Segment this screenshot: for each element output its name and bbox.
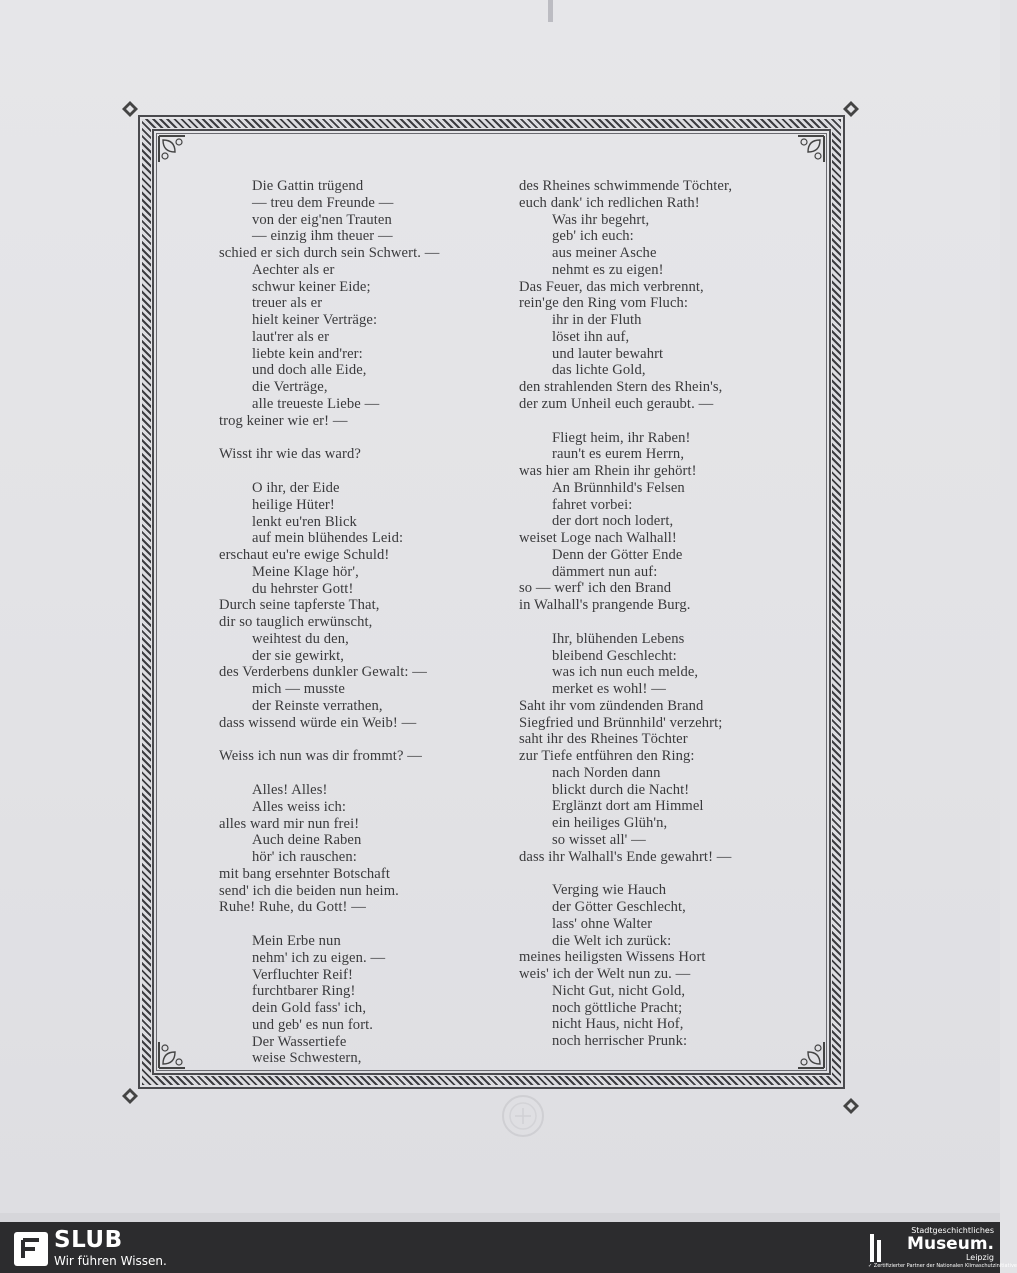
poem-line: von der eig'nen Trauten [252,211,392,228]
museum-certificate: ✓ Zertifizierter Partner der Nationalen Klimaschutzinitiative [868,1263,1017,1269]
diamond-ornament-icon [843,1098,859,1114]
poem-line: meines heiligsten Wissens Hort [519,949,706,966]
poem-line: Ihr, blühenden Lebens [552,630,685,647]
poem-line: Alles! Alles! [252,782,328,798]
poem-line: fahret vorbei: [552,496,633,513]
poem-line: nach Norden dann [552,764,661,781]
poem-line: die Verträge, [252,379,328,395]
poem-line: blickt durch die Nacht! [552,781,690,798]
poem-line: Der Wassertiefe [252,1033,347,1050]
slub-logo-icon[interactable] [14,1232,48,1266]
poem-column-left [219,178,439,1067]
poem-line: den strahlenden Stern des Rhein's, [519,379,723,395]
poem-line: du hehrster Gott! [252,580,354,597]
poem-line: dass wissend würde ein Weib! — [219,714,417,731]
poem-line: Ruhe! Ruhe, du Gott! — [219,899,366,916]
poem-line: was hier am Rhein ihr gehört! [519,463,697,479]
poem-line: nehmt es zu eigen! [552,261,664,278]
poem-line: noch herrischer Prunk: [552,1033,688,1049]
slub-name[interactable]: SLUB [54,1227,123,1253]
poem-line: weihtest du den, [252,630,349,647]
poem-line: Meine Klage hör', [252,563,359,580]
poem-line: in Walhall's prangende Burg. [519,597,691,613]
stanza-gap [219,916,439,933]
diamond-ornament-icon [122,1088,138,1104]
poem-line: der zum Unheil euch geraubt. — [519,395,714,412]
diamond-ornament-icon [122,101,138,117]
poem-line: weis' ich der Welt nun zu. — [519,966,691,982]
poem-line: mit bang ersehnter Botschaft [219,865,390,882]
poem-line: dir so tauglich erwünscht, [219,614,373,630]
stanza-gap [519,413,732,430]
poem-line: Auch deine Raben [252,832,362,849]
diamond-ornament-icon [843,101,859,117]
poem-line: trog keiner wie er! — [219,412,348,429]
poem-line: lenkt eu'ren Blick [252,513,357,530]
poem-line: zur Tiefe entführen den Ring: [519,748,695,764]
poem-line: alle treueste Liebe — [252,395,380,412]
poem-line: das lichte Gold, [552,362,646,379]
poem-line: liebte kein and'rer: [252,345,363,362]
poem-line: rein'ge den Ring vom Fluch: [519,295,689,312]
poem-line: Verging wie Hauch [552,882,667,899]
poem-line: O ihr, der Eide [252,480,340,496]
corner-flourish-icon [157,1036,191,1070]
poem-line: An Brünnhild's Felsen [552,479,685,496]
poem-line: Fliegt heim, ihr Raben! [552,429,691,446]
museum-name-big[interactable]: Museum. [907,1234,994,1254]
poem-line: nehm' ich zu eigen. — [252,949,386,966]
poem-line: Nicht Gut, nicht Gold, [552,982,686,999]
poem-line: und geb' es nun fort. [252,1016,374,1033]
poem-line: — treu dem Freunde — [252,194,394,211]
poem-line: so wisset all' — [552,831,646,848]
poem-line: nicht Haus, nicht Hof, [552,1016,684,1033]
slub-tagline: Wir führen Wissen. [54,1254,167,1268]
poem-line: Mein Erbe nun [252,933,341,949]
poem-line: laut'rer als er [252,328,330,345]
poem-line: Aechter als er [252,261,335,278]
poem-line: dein Gold fass' ich, [252,1000,367,1016]
poem-line: des Rheines schwimmende Töchter, [519,178,733,194]
poem-line: der dort noch lodert, [552,513,674,530]
poem-line: der sie gewirkt, [252,647,344,664]
poem-line: der Reinste verrathen, [252,697,383,714]
poem-line: des Verderbens dunkler Gewalt: — [219,664,427,681]
poem-line: der Götter Geschlecht, [552,899,686,915]
poem-line: bleibend Geschlecht: [552,647,677,664]
corner-flourish-icon [157,134,191,168]
poem-line: mich — musste [252,681,345,697]
poem-line: Siegfried und Brünnhild' verzehrt; [519,714,723,731]
poem-line: saht ihr des Rheines Töchter [519,731,688,748]
poem-line: noch göttliche Pracht; [552,999,683,1016]
poem-line: Erglänzt dort am Himmel [552,798,704,815]
poem-line: Die Gattin trügend [252,178,364,194]
poem-line: alles ward mir nun frei! [219,815,360,832]
poem-line: Durch seine tapferste That, [219,597,380,614]
stanza-gap [219,463,439,480]
stanza-gap [219,731,439,748]
poem-line: hielt keiner Verträge: [252,312,378,328]
poem-line: auf mein blühendes Leid: [252,530,404,547]
poem-line: dämmert nun auf: [552,563,658,580]
poem-line: weiset Loge nach Walhall! [519,530,677,546]
poem-line: euch dank' ich redlichen Rath! [519,194,700,211]
poem-line: dass ihr Walhall's Ende gewahrt! — [519,848,732,865]
poem-line: lass' ohne Walter [552,915,653,932]
paper-edge [0,1213,1000,1222]
poem-column-right [519,178,732,1050]
poem-line: hör' ich rauschen: [252,849,357,865]
poem-line: erschaut eu're ewige Schuld! [219,547,390,563]
poem-line: Das Feuer, das mich verbrennt, [519,278,704,295]
poem-line: ihr in der Fluth [552,312,642,328]
poem-line: so — werf' ich den Brand [519,580,672,597]
stanza-gap [519,865,732,882]
corner-flourish-icon [792,134,826,168]
poem-line: löset ihn auf, [552,328,630,345]
museum-city: Leipzig [965,1253,994,1262]
museum-name-small: Stadtgeschichtliches [911,1226,994,1235]
poem-line: und lauter bewahrt [552,345,664,362]
poem-line: merket es wohl! — [552,681,666,697]
poem-line: raun't es eurem Herrn, [552,446,685,463]
poem-line: Saht ihr vom zündenden Brand [519,697,704,714]
poem-line: ein heiliges Glüh'n, [552,815,668,831]
corner-flourish-icon [792,1036,826,1070]
paper-tear-mark [548,0,553,22]
poem-line: die Welt ich zurück: [552,932,672,949]
poem-line: furchtbarer Ring! [252,983,356,1000]
poem-line: geb' ich euch: [552,228,634,245]
poem-line: aus meiner Asche [552,245,657,261]
poem-line: Denn der Götter Ende [552,546,683,563]
poem-line: Was ihr begehrt, [552,211,650,228]
poem-line: treuer als er [252,295,323,312]
poem-line: und doch alle Eide, [252,362,367,379]
viewer-footer [0,1222,1017,1273]
poem-line: Weiss ich nun was dir frommt? — [219,748,422,765]
poem-line: schied er sich durch sein Schwert. — [219,245,440,261]
stanza-gap [219,765,439,782]
poem-line: Wisst ihr wie das ward? [219,446,361,463]
poem-line: — einzig ihm theuer — [252,228,393,245]
poem-line: Verfluchter Reif! [252,966,353,983]
stanza-gap [219,429,439,446]
poem-line: heilige Hüter! [252,496,335,513]
poem-line: weise Schwestern, [252,1050,362,1067]
poem-line: schwur keiner Eide; [252,278,371,295]
poem-line: Alles weiss ich: [252,798,347,815]
poem-line: was ich nun euch melde, [552,664,699,681]
poem-line: send' ich die beiden nun heim. [219,882,399,899]
embossed-stamp-icon [500,1093,546,1139]
stanza-gap [519,614,732,631]
